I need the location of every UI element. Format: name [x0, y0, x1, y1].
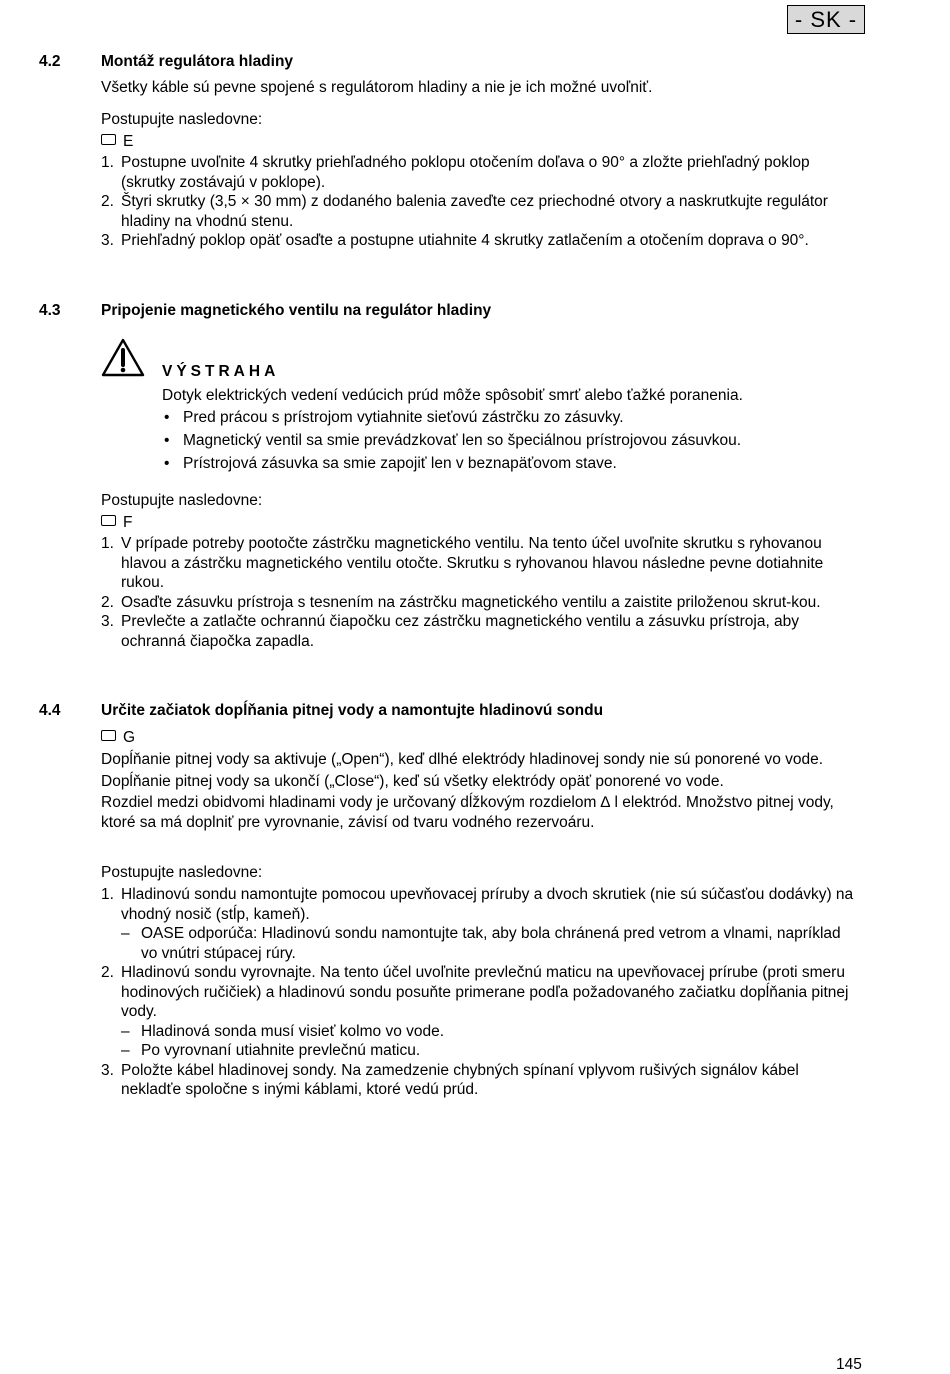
list-item: [101, 534, 861, 593]
list-item: [101, 1061, 861, 1100]
section-number: 4.2: [39, 53, 61, 70]
sub-list-item: [121, 1041, 861, 1061]
step-number: 2.: [101, 593, 114, 611]
list-item: [101, 963, 861, 1061]
bullet-text: Prístrojová zásuvka sa smie zapojiť len v beznapäťovom stave.: [183, 455, 617, 472]
step-number: 2.: [101, 964, 114, 981]
bullet-text: Magnetický ventil sa smie prevádzkovať len so špeciálnou prístrojovou zásuvkou.: [183, 432, 742, 449]
list-item: [101, 593, 861, 613]
list-item: [101, 885, 861, 963]
section-paragraphs-4-4: [101, 750, 861, 832]
list-item: [101, 612, 861, 651]
list-item: [101, 231, 861, 251]
list-item: [162, 431, 741, 454]
paragraph: Dopĺňanie pitnej vody sa aktivuje („Open“), keď dlhé elektródy hladinovej sondy nie sú ponorené vo vode.: [101, 751, 824, 768]
language-badge: - SK -: [787, 5, 865, 34]
proceed-label: Postupujte nasledovne:: [101, 111, 263, 128]
dash-icon: –: [121, 1022, 130, 1040]
bullet-text: Pred prácou s prístrojom vytiahnite sieťovú zástrčku zo zásuvky.: [183, 409, 624, 426]
section-number: 4.4: [39, 702, 61, 719]
step-text: Položte kábel hladinovej sondy. Na zamedzenie chybných spínaní vplyvom rušivých signálov kábel nekladťe spoločne s inými káblami, ktoré vedú prúd.: [121, 1061, 799, 1098]
list-item: [101, 192, 861, 231]
sub-item-text: OASE odporúča: Hladinovú sondu namontujte tak, aby bola chránená pred vetrom a vlnami, napríklad vo vnútri stúpacej rúry.: [141, 925, 841, 962]
list-item: [162, 408, 741, 431]
step-text: V prípade potreby pootočte zástrčku magnetického ventilu. Na tento účel uvoľnite skrutku s ryhovanou hlavou a zástrčku magnetického ventilu otočte. Skrutku s ryhovanou hlavou následne pevne dotiahnite rukou.: [121, 535, 824, 591]
sub-list-item: [121, 924, 861, 963]
warning-title: VÝSTRAHA: [162, 363, 280, 380]
paragraph: Dopĺňanie pitnej vody sa ukončí („Close“), keď sú všetky elektródy opäť ponorené vo vode.: [101, 772, 724, 790]
page-number: 145: [836, 1356, 862, 1373]
list-item: [162, 454, 741, 477]
section-title: Montáž regulátora hladiny: [101, 53, 294, 70]
figure-label: G: [123, 729, 136, 746]
section-title: Pripojenie magnetického ventilu na regulátor hladiny: [101, 302, 492, 319]
figure-label: E: [123, 133, 134, 150]
step-text: Hladinovú sondu vyrovnajte. Na tento účel uvoľnite prevlečnú maticu na upevňovacej prírube (proti smeru hodinových ručičiek) a hladinovú sondu posuňte primerane podľa požadovaného začiatku dopĺňania pitnej vody.: [121, 964, 849, 1020]
step-text: Prevlečte a zatlačte ochrannú čiapočku cez zástrčku magnetického ventilu a zásuvku prístroja, aby ochranná čiapočka zapadla.: [121, 613, 800, 650]
section-title: Určite začiatok dopĺňania pitnej vody a namontujte hladinovú sondu: [101, 702, 604, 719]
paragraph: Rozdiel medzi obidvomi hladinami vody je určovaný dĺžkovým rozdielom ∆ l elektród. Množstvo pitnej vody, ktoré sa má doplniť pre vyrovnanie, závisí od tvaru vodného rezervoáru.: [101, 794, 834, 831]
dash-icon: –: [121, 925, 130, 942]
step-text: Štyri skrutky (3,5 × 30 mm) z dodaného balenia zaveďte cez priechodné otvory a naskrutkujte regulátor hladiny na vhodnú stenu.: [121, 193, 828, 230]
figure-icon: [101, 134, 116, 145]
section-number: 4.3: [39, 302, 61, 319]
figure-ref-e: [101, 132, 133, 151]
steps-list-4-4: [101, 885, 861, 1100]
proceed-label: Postupujte nasledovne:: [101, 864, 263, 881]
step-text: Postupne uvoľnite 4 skrutky priehľadného poklopu otočením doľava o 90° a zložte priehľadný poklop (skrutky zostávajú v poklope).: [121, 154, 810, 191]
steps-list-4-2: [101, 153, 861, 251]
step-number: 3.: [101, 232, 114, 249]
step-number: 1.: [101, 154, 114, 171]
step-text: Priehľadný poklop opäť osaďte a postupne utiahnite 4 skrutky zatlačením a otočením doprava o 90°.: [121, 232, 809, 249]
warning-bullets: [162, 408, 741, 477]
figure-icon: [101, 515, 116, 526]
step-number: 2.: [101, 193, 114, 210]
dash-icon: –: [121, 1042, 130, 1059]
step-text: Hladinovú sondu namontujte pomocou upevňovacej príruby a dvoch skrutiek (nie sú súčasťou dodávky) na vhodný nosič (stĺp, kameň).: [121, 886, 854, 923]
list-item: [101, 153, 861, 192]
figure-label: F: [123, 514, 133, 531]
step-number: 1.: [101, 886, 114, 903]
section-intro: Všetky káble sú pevne spojené s regulátorom hladiny a nie je ich možné uvoľniť.: [101, 79, 653, 96]
step-text: Osaďte zásuvku prístroja s tesnením na zástrčku magnetického ventilu a zaistite priloženou skrut-kou.: [121, 593, 821, 611]
figure-ref-f: [101, 513, 132, 532]
step-number: 1.: [101, 535, 114, 552]
figure-ref-g: [101, 728, 135, 747]
bullet-icon: •: [164, 409, 170, 426]
step-number: 3.: [101, 1061, 114, 1079]
proceed-label: Postupujte nasledovne:: [101, 492, 263, 509]
steps-list-4-3: [101, 534, 861, 651]
warning-triangle-icon: [101, 338, 145, 378]
bullet-icon: •: [164, 432, 170, 449]
sub-list-item: [121, 1022, 861, 1042]
sub-item-text: Hladinová sonda musí visieť kolmo vo vode.: [141, 1022, 445, 1040]
bullet-icon: •: [164, 455, 170, 472]
figure-icon: [101, 730, 116, 741]
warning-text: Dotyk elektrických vedení vedúcich prúd môže spôsobiť smrť alebo ťažké poranenia.: [162, 387, 743, 404]
sub-item-text: Po vyrovnaní utiahnite prevlečnú maticu.: [141, 1042, 421, 1059]
step-number: 3.: [101, 613, 114, 630]
